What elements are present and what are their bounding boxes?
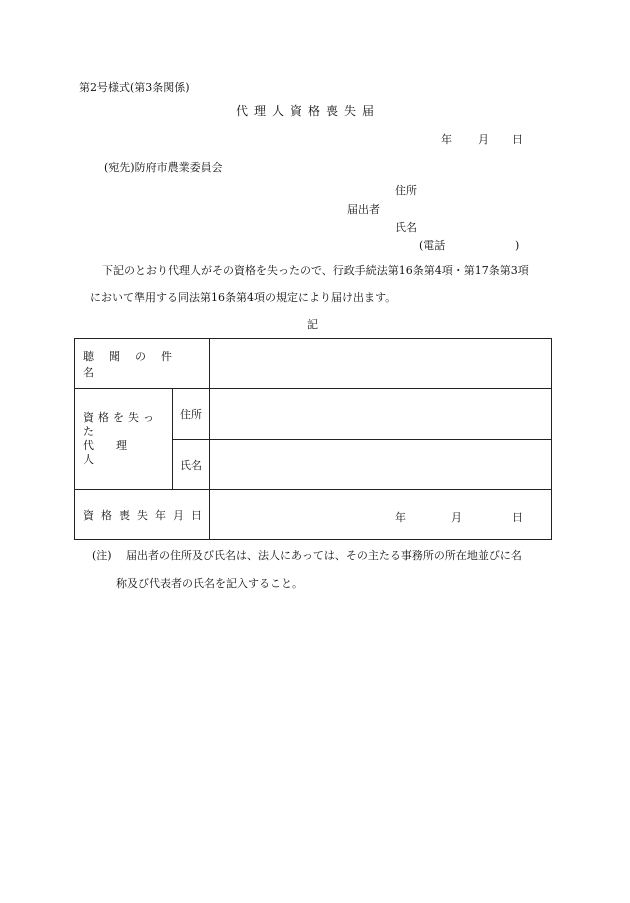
- agent-address-label-cell: [173, 389, 210, 440]
- agent-address-label: 住所: [180, 408, 202, 421]
- applicant-label: 届出者: [347, 203, 380, 216]
- body-line-2: において準用する同法第16条第4項の規定により届け出ます。: [90, 291, 397, 304]
- loss-date-month-label: 月: [451, 511, 462, 524]
- hearing-case-label-cell: [75, 339, 210, 389]
- addressee: (宛先)防府市農業委員会: [104, 161, 223, 174]
- form-title: 代理人資格喪失届: [236, 104, 381, 118]
- date-day-label: 日: [512, 133, 523, 146]
- note-line-2: 称及び代表者の氏名を記入すること。: [116, 577, 303, 590]
- note-line-1: 届出者の住所及び氏名は、法人にあっては、その主たる事務所の所在地並びに名: [126, 549, 522, 562]
- agent-address-value-cell[interactable]: [210, 389, 552, 440]
- note-prefix: (注): [92, 549, 112, 562]
- agent-name-label-cell: [173, 440, 210, 490]
- agent-label-line-2: 代理人: [83, 439, 149, 466]
- hearing-case-value-cell[interactable]: [210, 339, 552, 389]
- agent-name-value-cell[interactable]: [210, 440, 552, 490]
- date-month-label: 月: [478, 133, 489, 146]
- applicant-phone-close: ): [515, 239, 520, 252]
- agent-name-label: 氏名: [180, 458, 202, 472]
- agent-label-cell: [75, 389, 173, 490]
- loss-date-year-label: 年: [395, 511, 406, 524]
- ki-heading: 記: [307, 318, 318, 331]
- form-number: 第2号様式(第3条関係): [79, 81, 190, 94]
- loss-date-label-cell: [75, 490, 210, 540]
- body-line-1: 下記のとおり代理人がその資格を失ったので、行政手続法第16条第4項・第17条第3項: [102, 264, 529, 277]
- applicant-name-label: 氏名: [395, 221, 417, 234]
- hearing-case-label: 聴聞の件名: [83, 349, 187, 379]
- date-year-label: 年: [441, 133, 452, 146]
- applicant-phone-label: (電話: [419, 239, 446, 252]
- loss-date-value-cell[interactable]: [210, 490, 552, 540]
- applicant-address-label: 住所: [395, 184, 417, 197]
- loss-date-day-label: 日: [512, 511, 523, 524]
- form-table: [74, 338, 552, 540]
- agent-label-line-1: 資格を失った: [83, 411, 158, 438]
- loss-date-label: 資格喪失年月日: [83, 508, 209, 522]
